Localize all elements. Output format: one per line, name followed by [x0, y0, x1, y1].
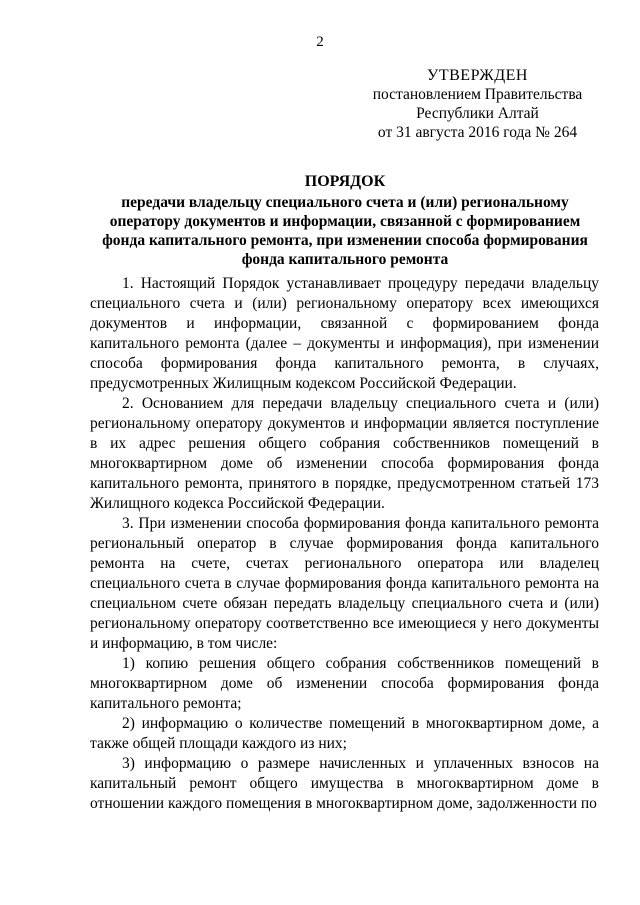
- title-main: ПОРЯДОК: [304, 173, 386, 190]
- title-subtitle: передачи владельцу специального счета и (или) региональному оператору документов и информации, связанной с формированием фонда капитального ремонта, при изменении способа формирования фонда капитального ремонта: [102, 194, 588, 268]
- approval-authority: постановлением Правительства: [372, 86, 583, 103]
- approval-region: Республики Алтай: [416, 105, 539, 122]
- paragraph-3: 3. При изменении способа формирования фонда капитального ремонта региональный оператор в случае формирования фонда капитального ремонта на счете, счетах регионального оператора или владелец специального счета в случае формирования фонда капитального ремонта на специальном счете обязан передать владельцу специального счета и (или) региональному оператору соответственно все имеющиеся у него документы и информацию, в том числе:: [90, 515, 599, 652]
- approval-heading: УТВЕРЖДЕН: [427, 67, 528, 84]
- document-title: [90, 172, 600, 269]
- list-item-2: 2) информацию о количестве помещений в многоквартирном доме, а также общей площади каждого из них;: [90, 715, 599, 752]
- document-body: [90, 274, 599, 814]
- list-item-1: 1) копию решения общего собрания собственников помещений в многоквартирном доме об изменении способа формирования фонда капитального ремонта;: [90, 655, 599, 712]
- approval-stamp: [370, 66, 585, 142]
- page-number: 2: [316, 34, 324, 50]
- paragraph-1: 1. Настоящий Порядок устанавливает процедуру передачи владельцу специального счета и (или) региональному оператору всех имеющихся документов и информации, связанной с формированием фонда капитального ремонта (далее – документы и информация), при изменении способа формирования фонда капитального ремонта, в случаях, предусмотренных Жилищным кодексом Российской Федерации.: [90, 275, 599, 392]
- paragraph-2: 2. Основанием для передачи владельцу специального счета и (или) региональному оператору документов и информации является поступление в их адрес решения общего собрания собственников помещений в многоквартирном доме об изменении способа формирования фонда капитального ремонта, принятого в порядке, предусмотренном статьей 173 Жилищного кодекса Российской Федерации.: [90, 395, 599, 512]
- list-item-3: 3) информацию о размере начисленных и уплаченных взносов на капитальный ремонт общего имущества в многоквартирном доме в отношении каждого помещения в многоквартирном доме, задолженности по: [90, 755, 599, 812]
- approval-date: от 31 августа 2016 года № 264: [377, 124, 578, 141]
